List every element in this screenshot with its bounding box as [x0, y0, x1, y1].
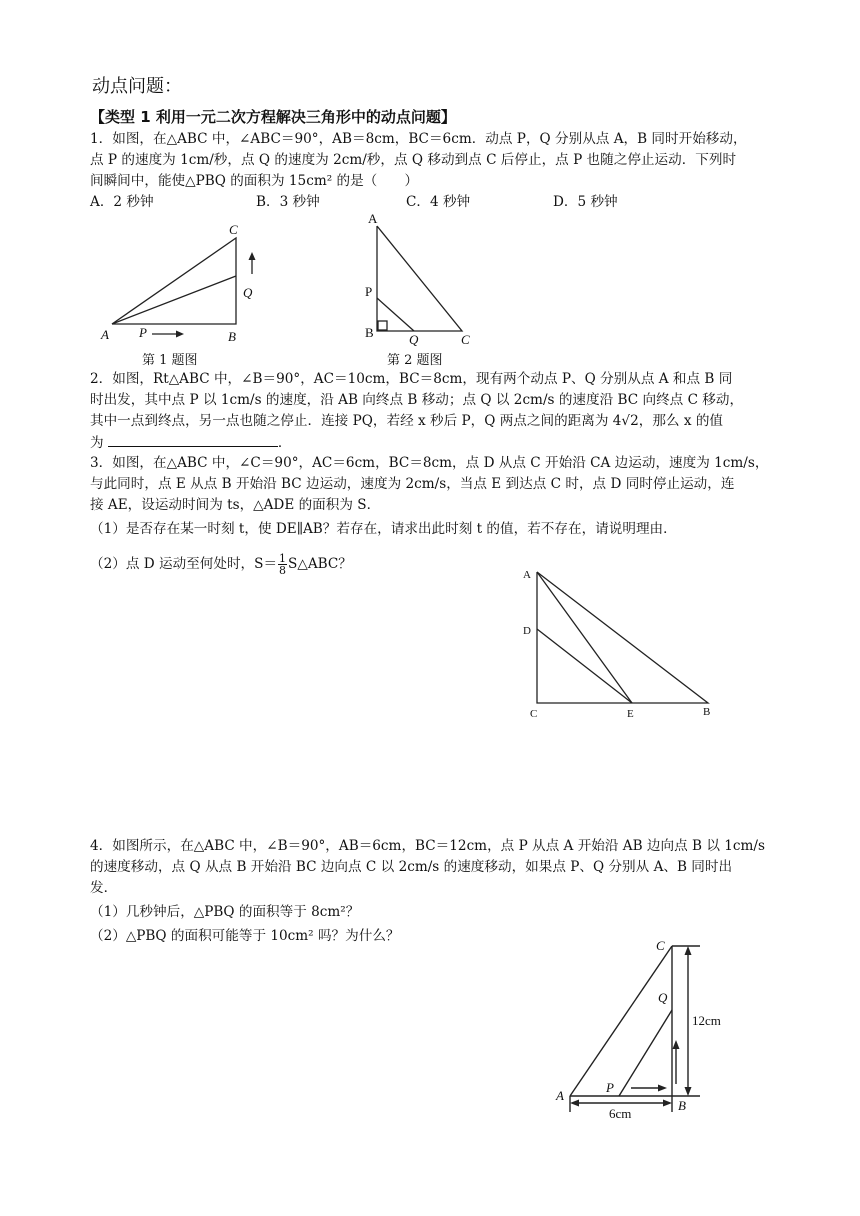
fig1-label-b: B: [228, 329, 236, 344]
q3-line-2: 与此同时，点 E 从点 B 开始沿 BC 边运动，速度为 2cm/s，当点 E 到达点 C 时，点 D 同时停止运动，连: [90, 476, 735, 492]
q4-line-3: 发．: [90, 880, 118, 896]
q1-line-2: 点 P 的速度为 1cm/秒，点 Q 的速度为 2cm/秒，点 Q 移动到点 C 后停止，点 P 也随之停止运动．下列时: [90, 152, 737, 168]
q2-line-4-prefix: 为: [90, 435, 104, 451]
fig2-label-q: Q: [409, 332, 419, 347]
q2-line-4-suffix: ．: [277, 435, 292, 451]
q3-line-1: 3．如图，在△ABC 中，∠C＝90°，AC＝6cm，BC＝8cm，点 D 从点 C 开始沿 CA 边运动，速度为 1cm/s，: [90, 455, 769, 471]
q4-line-2: 的速度移动，点 Q 从点 B 开始沿 BC 边向点 C 以 2cm/s 的速度移动，如果点 P、Q 分别从 A、B 同时出: [90, 859, 733, 875]
fig3-label-e: E: [627, 708, 634, 720]
fig2-label-p: P: [365, 284, 373, 299]
fig3-label-a: A: [523, 569, 531, 581]
fig1-label-q: Q: [243, 285, 253, 300]
section-heading: 【类型 1 利用一元二次方程解决三角形中的动点问题】: [90, 108, 456, 126]
q3-fraction-denominator: 8: [279, 564, 287, 577]
q3-line-3: 接 AE，设运动时间为 ts，△ADE 的面积为 S．: [90, 497, 381, 513]
fig1-caption: 第 1 题图: [142, 353, 198, 368]
fig2-label-a: A: [368, 211, 378, 226]
page-title: 动点问题：: [92, 76, 182, 97]
fig3-label-d: D: [523, 625, 531, 637]
q1-line-1: 1．如图，在△ABC 中，∠ABC＝90°，AB＝8cm，BC＝6cm．动点 P，Q 分别从点 A，B 同时开始移动，: [90, 131, 747, 147]
fig4-label-b: B: [678, 1098, 686, 1113]
fig4-label-q: Q: [658, 990, 668, 1005]
fig3-label-c: C: [530, 708, 538, 720]
q3-fraction-numerator: 1: [279, 552, 287, 565]
q3-sub-2-suffix: S△ABC？: [288, 556, 352, 572]
fig4-segment-pq: [619, 1010, 672, 1096]
q1-option-d: D．5 秒钟: [553, 194, 618, 210]
q1-line-3: 间瞬间中，能使△PBQ 的面积为 15cm² 的是（ ）: [90, 173, 419, 189]
fig2-label-c: C: [461, 332, 470, 347]
q1-option-a: A．2 秒钟: [90, 194, 154, 210]
q4-sub-2: （2）△PBQ 的面积可能等于 10cm² 吗？为什么？: [90, 928, 400, 944]
q1-option-b: B．3 秒钟: [256, 194, 320, 210]
fig4-label-a: A: [556, 1088, 564, 1103]
fig1-label-a: A: [101, 327, 109, 342]
q2-line-2: 时出发，其中点 P 以 1cm/s 的速度，沿 AB 向终点 B 移动；点 Q 以 2cm/s 的速度沿 BC 向终点 C 移动，: [90, 392, 744, 408]
fig1-label-c: C: [229, 222, 238, 237]
q4-line-1: 4．如图所示，在△ABC 中，∠B＝90°，AB＝6cm，BC＝12cm，点 P 从点 A 开始沿 AB 边向点 B 以 1cm/s: [90, 838, 765, 854]
q3-sub-2-prefix: （2）点 D 运动至何处时，S＝: [90, 556, 278, 572]
fig4-length-bc: 12cm: [692, 1013, 721, 1028]
fig2-label-b: B: [365, 325, 374, 340]
fig4-label-c: C: [656, 938, 665, 953]
q4-sub-1: （1）几秒钟后，△PBQ 的面积等于 8cm²？: [90, 904, 360, 920]
q1-option-c: C．4 秒钟: [406, 194, 471, 210]
fig4-length-ab: 6cm: [609, 1106, 632, 1121]
q2-line-1: 2．如图，Rt△ABC 中，∠B＝90°，AC＝10cm，BC＝8cm，现有两个动点 P、Q 分别从点 A 和点 B 同: [90, 371, 733, 387]
fig4-label-p: P: [606, 1080, 614, 1095]
q2-line-3: 其中一点到终点，另一点也随之停止．连接 PQ，若经 x 秒后 P，Q 两点之间的距离为 4√2，那么 x 的值: [90, 413, 724, 429]
q3-sub-1: （1）是否存在某一时刻 t，使 DE∥AB？若存在，请求出此时刻 t 的值，若不存在，请说明理由．: [90, 521, 677, 537]
fig1-label-p: P: [139, 325, 147, 340]
fig2-caption: 第 2 题图: [387, 353, 443, 368]
fig3-label-b: B: [703, 706, 711, 718]
fig4-side-ac: [570, 946, 672, 1096]
